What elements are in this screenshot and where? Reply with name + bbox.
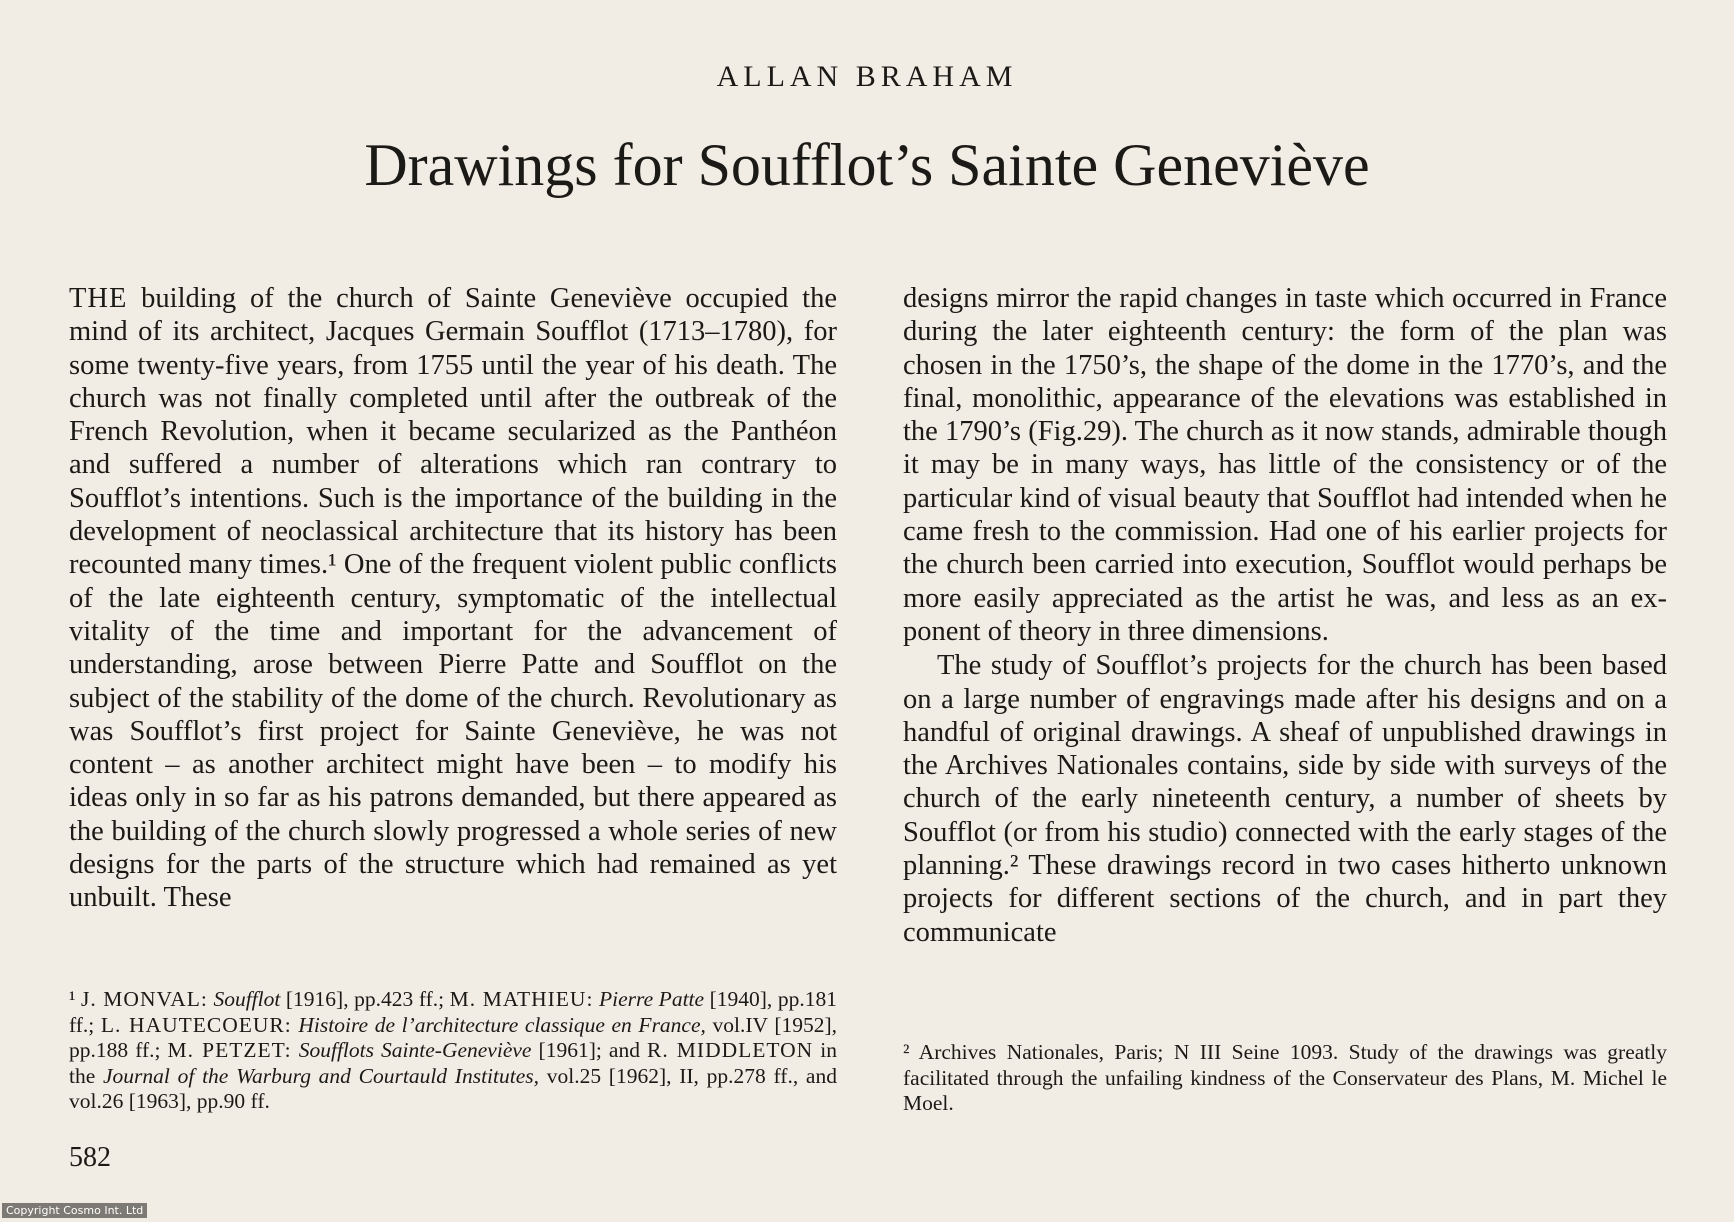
footnote-1-marker: ¹ [69, 987, 76, 1011]
footnote-2: ² Archives Nationales, Paris; N III Seine 1093. Study of the drawings was greatly facilitated through the unfailing kindness of the Conservateur des Plans, M. Michel le Moel. [903, 1040, 1667, 1115]
footnote-1-ref-4: [1961]; and [531, 1038, 648, 1062]
footnote-1-title-5: Journal of the Warburg and Courtauld Institutes, [103, 1063, 539, 1088]
left-column [69, 282, 837, 915]
footnote-1-title-2: Pierre Patte [599, 987, 705, 1011]
lead-word: THE [69, 283, 128, 314]
right-paragraph-1: designs mirror the rapid changes in taste which occurred in France during the later eighteenth century: the form of the plan was chosen in the 1750’s, the shape of the dome in the 1770’s, and the final, monolithic, appearance of the elevations was established in the 1790’s (Fig.29). The church as it now stands, admirable though it may be in many ways, has little of the consistency or of the particular kind of visual beauty that Soufflot had intended when he came fresh to the commission. Had one of his earlier projects for the church been carried into execution, Soufflot would perhaps be more easily appreciated as the artist he was, and less as an exponent of theory in three dimensions. [903, 283, 1667, 647]
copyright-watermark: Copyright Cosmo Int. Ltd [2, 1203, 147, 1218]
footnote-1 [69, 987, 837, 1115]
footnote-1-ref-5: in the [69, 1038, 837, 1088]
footnote-1-author-4: M. PETZET: [167, 1038, 292, 1062]
footnote-1-author-5: R. MIDDLETON [647, 1038, 814, 1062]
right-column [903, 282, 1667, 949]
author-name: ALLAN BRAHAM [716, 60, 1018, 93]
footnote-1-author-3: L. HAUTECOEUR: [100, 1012, 292, 1037]
footnote-1-author-1: J. MONVAL: [81, 987, 208, 1011]
article-title: Drawings for Soufflot’s Sainte Geneviève [364, 132, 1370, 198]
left-paragraph-text: building of the church of Sainte Geneviève occupied the mind of its architect, Jacques Germain Soufflot (1713–1780), for some twenty-five years, from 1755 until the year of his death. The church was not finally completed until after the outbreak of the French Revolution, when it became secularized as the Panthéon and suffered a number of alterations which ran contrary to Soufflot’s intentions. Such is the importance of the building in the development of neoclassical architecture that its history has been recounted many times.¹ One of the frequent violent public conflicts of the late eighteenth century, symptomatic of the intellectual vitality of the time and important for the advancement of understanding, arose between Pierre Patte and Soufflot on the subject of the stability of the dome of the church. Revolutionary as was Soufflot’s first project for Sainte Geneviève, he was not content – as another architect might have been – to modify his ideas only in so far as his patrons demanded, but there appeared as the building of the church slowly progressed a whole series of new designs for the parts of the structure which had remained as yet unbuilt. These [69, 283, 837, 914]
footnote-1-ref-6: vol.25 [1962], II, pp.278 ff., and vol.26 [1963], pp.90 ff. [69, 1063, 837, 1113]
footnote-1-title-4: Soufflots Sainte-Geneviève [298, 1038, 532, 1062]
footnote-1-ref-1: [1916], pp.423 ff.; [280, 987, 450, 1011]
left-paragraph [69, 282, 837, 915]
footnote-1-title-1: Soufflot [213, 987, 281, 1011]
footnote-1-title-3: Histoire de l’architecture classique en France, [298, 1012, 706, 1037]
page-number: 582 [69, 1142, 111, 1173]
right-paragraph-2: The study of Soufflot’s projects for the church has been based on a large number of engravings made after his designs and on a handful of original drawings. A sheaf of unpublished drawings in the Archives Nationales contains, side by side with surveys of the church of the early nineteenth century, a number of sheets by Soufflot (or from his studio) connected with the early stages of the planning.² These drawings record in two cases hitherto unknown projects for different sections of the church, and in part they communicate [903, 650, 1667, 948]
footnote-1-ref-3: vol.IV [1952], pp.188 ff.; [69, 1012, 838, 1062]
footnote-1-ref-2: [1940], pp.181 ff.; [69, 987, 837, 1037]
footnote-1-author-2: M. MATHIEU: [449, 987, 594, 1011]
